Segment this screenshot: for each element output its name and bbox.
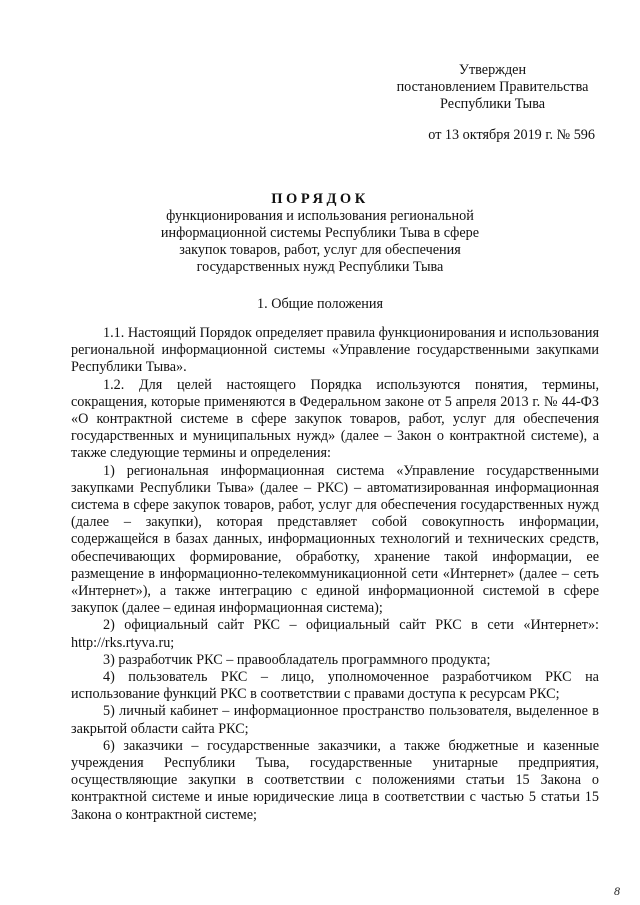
title-main: ПОРЯДОК <box>271 191 369 207</box>
title-subtitle-line-4: государственных нужд Республики Тыва <box>196 259 444 275</box>
approval-line-1: Утвержден <box>458 62 527 78</box>
paragraph: 1.1. Настоящий Порядок определяет правила функционирования и использования региональной информационной системы «Управление государственными закупками Республики Тыва». <box>71 325 599 376</box>
approval-line-2: постановлением Правительства <box>396 79 589 95</box>
approval-block <box>385 62 600 144</box>
document-title <box>120 191 520 276</box>
document-body <box>71 325 599 824</box>
page-number: 8 <box>614 884 620 898</box>
paragraph: 2) официальный сайт РКС – официальный сайт РКС в сети «Интернет»: http://rks.rtyva.ru; <box>71 617 599 651</box>
approval-date: от 13 октября 2019 г. № 596 <box>428 127 595 143</box>
paragraph: 1.2. Для целей настоящего Порядка используются понятия, термины, сокращения, которые применяются в Федеральном законе от 5 апреля 2013 г. № 44-ФЗ «О контрактной системе в сфере закупок товаров, работ, услуг для обеспечения государственных и муниципальных нужд» (далее – Закон о контрактной системе), а также следующие термины и определения: <box>71 376 599 462</box>
title-subtitle-line-2: информационной системы Республики Тыва в сфере <box>160 225 480 241</box>
title-subtitle-line-3: закупок товаров, работ, услуг для обеспечения <box>179 242 461 258</box>
paragraph: 6) заказчики – государственные заказчики, а также бюджетные и казенные учреждения Республики Тыва, государственные унитарные предприятия, осуществляющие закупки в соответствии с положениями статьи 15 Закона о контрактной системе и иные юридические лица в соответствии с частью 5 статьи 15 Закона о контрактной системе; <box>71 737 599 823</box>
approval-line-3: Республики Тыва <box>439 96 546 112</box>
section-heading: 1. Общие положения <box>257 296 383 312</box>
paragraph: 3) разработчик РКС – правообладатель программного продукта; <box>103 651 491 668</box>
title-subtitle-line-1: функционирования и использования региональной <box>166 208 474 224</box>
paragraph: 5) личный кабинет – информационное пространство пользователя, выделенное в закрытой области сайта РКС; <box>71 703 599 737</box>
paragraph: 1) региональная информационная система «Управление государственными закупками Республики Тыва» (далее – РКС) – автоматизированная информационная система в сфере закупок товаров, работ, услуг для обеспечения государственных нужд (далее – закупки), которая представляет собой совокупность информации, содержащейся в базах данных, информационных технологий и технических средств, обеспечивающих формирование, обработку, хранение такой информации, ее размещение в информационно-телекоммуникационной сети «Интернет» (далее – сеть «Интернет»), а также интеграцию с единой информационной системой в сфере закупок (далее – единая информационная система); <box>71 462 599 617</box>
paragraph: 4) пользователь РКС – лицо, уполномоченное разработчиком РКС на использование функций РКС в соответствии с правами доступа к ресурсам РКС; <box>71 669 599 703</box>
